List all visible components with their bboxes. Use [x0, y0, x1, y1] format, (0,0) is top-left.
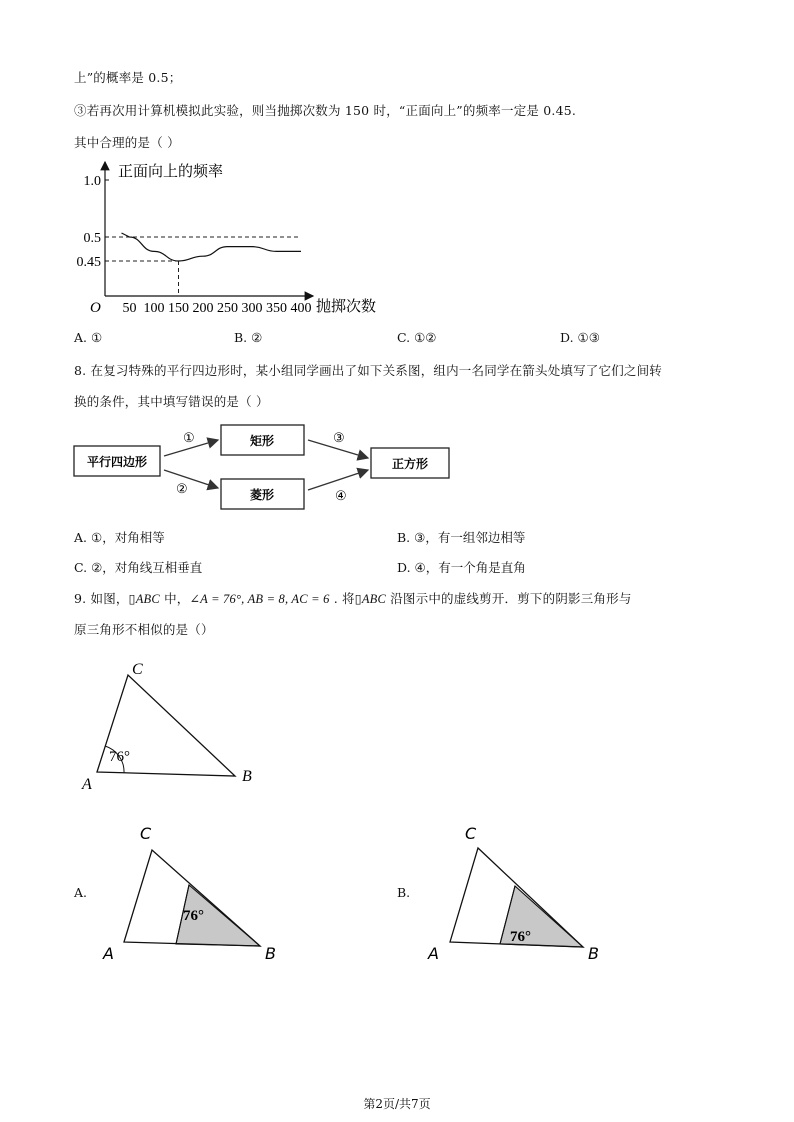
q7-option-c[interactable]: [397, 330, 437, 345]
triangle-abc-figure: [72, 655, 272, 800]
arrow-3-label: ③: [333, 430, 345, 445]
x-tick-label: 100: [143, 301, 165, 316]
option-text: ④，有一个角是直角: [414, 560, 526, 575]
q9-option-b-label[interactable]: B.: [397, 885, 411, 900]
x-tick-label: 400: [290, 301, 312, 316]
box-parallelogram-label: 平行四边形: [86, 455, 148, 469]
arrow-4: [308, 470, 368, 490]
option-a-figure[interactable]: [98, 820, 288, 965]
vertex-a-label: A: [103, 944, 114, 963]
q9-stem-line-2: 原三角形不相似的是（）: [74, 622, 214, 637]
option-key: B.: [397, 530, 415, 545]
angle-value: 76°: [510, 929, 531, 945]
option-key: C.: [74, 560, 92, 575]
x-tick-label: 350: [266, 301, 287, 316]
option-key: D.: [560, 330, 578, 345]
vertex-b-label: B: [242, 768, 252, 785]
x-tick-label: 50: [122, 301, 137, 316]
vertex-b-label: B: [588, 944, 599, 963]
option-b-figure[interactable]: [423, 820, 613, 965]
box-square-label: 正方形: [391, 457, 429, 471]
arrow-4-label: ④: [335, 488, 347, 503]
given-conditions: ∠A = 76°, AB = 8, AC = 6: [189, 592, 330, 606]
y-tick-label: 0.45: [76, 255, 101, 270]
option-text: ①③: [577, 330, 600, 345]
box-rhombus-label: 菱形: [249, 488, 275, 502]
relation-diagram: [70, 420, 460, 515]
q9-text: 中，: [159, 591, 190, 606]
option-key: C.: [397, 330, 415, 345]
option-text: ③，有一组邻边相等: [414, 530, 526, 545]
vertex-c-label: C: [140, 824, 152, 843]
vertex-b-label: B: [265, 944, 276, 963]
y-tick-label: 1.0: [83, 174, 101, 189]
box-rectangle-label: 矩形: [249, 434, 275, 448]
arrow-2-label: ②: [176, 481, 188, 496]
option-key: A.: [74, 330, 91, 345]
q9-stem-line-1: [74, 589, 632, 607]
option-text: ②: [251, 330, 263, 345]
q8-stem-line-1: 8. 在复习特殊的平行四边形时，某小组同学画出了如下关系图，组内一名同学在箭头处填写了它们之间转: [74, 363, 663, 378]
angle-value: 76°: [183, 908, 204, 924]
q9-text: 沿图示中的虚线剪开．剪下的阴影三角形与: [386, 591, 632, 606]
option-key: A.: [74, 530, 91, 545]
vertex-c-label: C: [465, 824, 477, 843]
x-axis-label: 抛掷次数: [316, 299, 377, 315]
option-text: ①②: [414, 330, 437, 345]
x-tick-label: 200: [192, 301, 214, 316]
q8-option-a[interactable]: [74, 528, 165, 546]
page-footer: 第2页/共7页: [363, 1097, 431, 1111]
q7-statement-3: ③若再次用计算机模拟此实验，则当抛掷次数为 150 时，“正面向上”的频率一定是 0.45.: [74, 103, 577, 118]
q7-continuation-line: 上”的概率是 0.5；: [74, 70, 182, 85]
q8-option-b[interactable]: [397, 528, 525, 546]
q8-option-c[interactable]: [74, 558, 202, 576]
q7-option-a[interactable]: [74, 330, 102, 345]
q7-prompt: 其中合理的是（ ）: [74, 135, 180, 150]
q7-option-d[interactable]: [560, 330, 600, 345]
option-key: D.: [397, 560, 415, 575]
y-tick-label: 0.5: [83, 231, 101, 246]
frequency-chart: [70, 150, 400, 320]
q8-option-d[interactable]: [397, 558, 526, 576]
option-text: ②，对角线互相垂直: [91, 560, 203, 575]
triangle-abc-symbol: ▯ABC: [354, 592, 387, 606]
arrow-2: [164, 470, 218, 488]
option-key: B.: [234, 330, 252, 345]
vertex-a-label: A: [82, 776, 92, 793]
q7-option-b[interactable]: [234, 330, 262, 345]
triangle-abc-symbol: ▯ABC: [128, 592, 160, 606]
vertex-a-label: A: [428, 944, 439, 963]
arrow-1-label: ①: [183, 430, 195, 445]
option-text: ①，对角相等: [90, 530, 165, 545]
q8-stem-line-2: 换的条件，其中填写错误的是（ ）: [74, 394, 269, 409]
angle-a-value: 76°: [109, 749, 130, 765]
x-tick-label: 300: [241, 301, 263, 316]
x-tick-label: 150: [168, 301, 189, 316]
vertex-c-label: C: [132, 661, 143, 678]
q9-option-a-label[interactable]: A.: [74, 885, 88, 900]
option-text: ①: [90, 330, 103, 345]
origin-label: O: [90, 300, 101, 316]
q9-text: . 将: [329, 591, 355, 606]
q9-number-text: 9. 如图，: [74, 591, 129, 606]
x-tick-label: 250: [217, 301, 238, 316]
y-axis-label: 正面向上的频率: [118, 164, 224, 180]
